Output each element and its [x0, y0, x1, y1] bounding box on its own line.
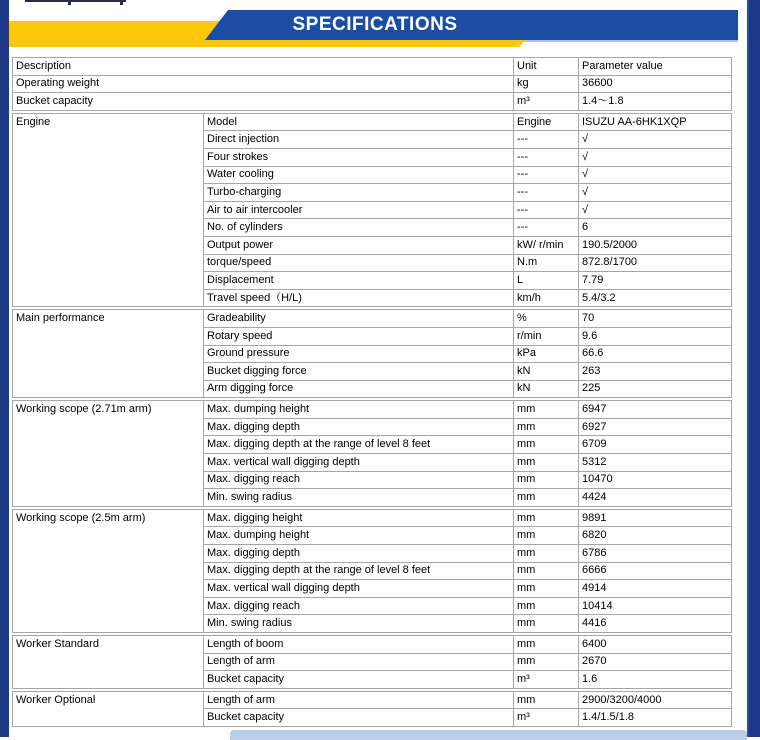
description-cell: Max. digging depth: [204, 545, 514, 563]
value-cell: 6820: [579, 527, 732, 545]
description-cell: Ground pressure: [204, 345, 514, 363]
description-cell: Min. swing radius: [204, 489, 514, 507]
unit-cell: mm: [514, 509, 579, 527]
unit-cell: ---: [514, 201, 579, 219]
value-cell: 6400: [579, 636, 732, 654]
spec-table-section: [12, 57, 732, 111]
value-cell: 872.8/1700: [579, 254, 732, 272]
unit-cell: mm: [514, 545, 579, 563]
value-cell: 10414: [579, 597, 732, 615]
value-cell: 190.5/2000: [579, 236, 732, 254]
value-cell: 6: [579, 219, 732, 237]
value-cell: 2670: [579, 653, 732, 671]
group-cell: Engine: [13, 113, 204, 307]
value-cell: 70: [579, 310, 732, 328]
description-cell: Length of arm: [204, 691, 514, 709]
specifications-banner: [0, 0, 760, 50]
unit-cell: r/min: [514, 327, 579, 345]
column-header-value: Parameter value: [579, 58, 732, 76]
value-cell: 4424: [579, 489, 732, 507]
description-cell: Direct injection: [204, 131, 514, 149]
page-right-border-highlight: [747, 0, 749, 737]
table-row: [13, 509, 732, 527]
unit-cell: mm: [514, 471, 579, 489]
value-cell: 5.4/3.2: [579, 289, 732, 307]
unit-cell: mm: [514, 489, 579, 507]
unit-cell: ---: [514, 148, 579, 166]
description-cell: Max. digging depth: [204, 418, 514, 436]
table-row: [13, 93, 732, 111]
column-header-unit: Unit: [514, 58, 579, 76]
value-cell: 10470: [579, 471, 732, 489]
unit-cell: mm: [514, 401, 579, 419]
unit-cell: kN: [514, 380, 579, 398]
description-cell: Output power: [204, 236, 514, 254]
description-cell: Max. digging depth at the range of level 8 feet: [204, 436, 514, 454]
value-cell: 6947: [579, 401, 732, 419]
description-cell: Bucket capacity: [204, 671, 514, 689]
unit-cell: mm: [514, 636, 579, 654]
unit-cell: m³: [514, 709, 579, 727]
unit-cell: kW/ r/min: [514, 236, 579, 254]
value-cell: 6786: [579, 545, 732, 563]
column-header-description: Description: [13, 58, 514, 76]
value-cell: 4416: [579, 615, 732, 633]
value-cell: ISUZU AA-6HK1XQP: [579, 113, 732, 131]
description-cell: Max. vertical wall digging depth: [204, 454, 514, 472]
group-cell: Worker Standard: [13, 636, 204, 689]
description-cell: Length of arm: [204, 653, 514, 671]
value-cell: 6709: [579, 436, 732, 454]
table-row: [13, 75, 732, 93]
unit-cell: km/h: [514, 289, 579, 307]
page-right-border: [747, 0, 760, 737]
table-row: [13, 401, 732, 419]
table-row: [13, 636, 732, 654]
unit-cell: mm: [514, 418, 579, 436]
description-cell: Min. swing radius: [204, 615, 514, 633]
unit-cell: mm: [514, 691, 579, 709]
page-left-border: [0, 0, 9, 737]
unit-cell: mm: [514, 527, 579, 545]
value-cell: 225: [579, 380, 732, 398]
page-title: SPECIFICATIONS: [292, 14, 458, 35]
value-cell: 9891: [579, 509, 732, 527]
spec-table-section: [12, 509, 732, 633]
description-cell: Air to air intercooler: [204, 201, 514, 219]
description-cell: Turbo-charging: [204, 184, 514, 202]
unit-cell: mm: [514, 454, 579, 472]
description-cell: Max. dumping height: [204, 527, 514, 545]
unit-cell: mm: [514, 653, 579, 671]
group-cell: Worker Optional: [13, 691, 204, 726]
group-cell: Working scope (2.71m arm): [13, 401, 204, 507]
unit-cell: Engine: [514, 113, 579, 131]
description-cell: Displacement: [204, 272, 514, 290]
value-cell: 6666: [579, 562, 732, 580]
description-cell: Travel speed（H/L): [204, 289, 514, 307]
value-cell: 9.6: [579, 327, 732, 345]
unit-cell: kN: [514, 363, 579, 381]
spec-table-section: [12, 635, 732, 689]
spec-table-section: [12, 691, 732, 727]
value-cell: 263: [579, 363, 732, 381]
value-cell: 36600: [579, 75, 732, 93]
description-cell: Rotary speed: [204, 327, 514, 345]
description-cell: Gradeability: [204, 310, 514, 328]
unit-cell: mm: [514, 562, 579, 580]
unit-cell: m³: [514, 93, 579, 111]
spec-table-section: [12, 309, 732, 398]
collapsed-section-bar: [230, 730, 747, 740]
description-cell: Arm digging force: [204, 380, 514, 398]
unit-cell: ---: [514, 131, 579, 149]
unit-cell: ---: [514, 166, 579, 184]
value-cell: √: [579, 166, 732, 184]
description-cell: Max. dumping height: [204, 401, 514, 419]
description-cell: Four strokes: [204, 148, 514, 166]
value-cell: √: [579, 131, 732, 149]
description-cell: Bucket digging force: [204, 363, 514, 381]
description-cell: torque/speed: [204, 254, 514, 272]
unit-cell: %: [514, 310, 579, 328]
unit-cell: L: [514, 272, 579, 290]
group-cell: Main performance: [13, 310, 204, 398]
unit-cell: N.m: [514, 254, 579, 272]
unit-cell: mm: [514, 580, 579, 598]
value-cell: 6927: [579, 418, 732, 436]
description-cell: Operating weight: [13, 75, 514, 93]
unit-cell: kPa: [514, 345, 579, 363]
description-cell: Max. digging reach: [204, 471, 514, 489]
table-row: [13, 58, 732, 76]
value-cell: 4914: [579, 580, 732, 598]
value-cell: 1.4～1.8: [579, 93, 732, 111]
table-row: [13, 310, 732, 328]
value-cell: 2900/3200/4000: [579, 691, 732, 709]
unit-cell: mm: [514, 436, 579, 454]
description-cell: Model: [204, 113, 514, 131]
value-cell: √: [579, 184, 732, 202]
value-cell: 5312: [579, 454, 732, 472]
value-cell: 1.4/1.5/1.8: [579, 709, 732, 727]
value-cell: √: [579, 148, 732, 166]
value-cell: 66.6: [579, 345, 732, 363]
unit-cell: ---: [514, 184, 579, 202]
description-cell: Max. vertical wall digging depth: [204, 580, 514, 598]
description-cell: Max. digging depth at the range of level 8 feet: [204, 562, 514, 580]
table-row: [13, 113, 732, 131]
spec-table-section: [12, 400, 732, 507]
unit-cell: ---: [514, 219, 579, 237]
description-cell: Bucket capacity: [13, 93, 514, 111]
table-row: [13, 691, 732, 709]
description-cell: Max. digging height: [204, 509, 514, 527]
unit-cell: m³: [514, 671, 579, 689]
value-cell: 7.79: [579, 272, 732, 290]
spec-table: [12, 57, 731, 727]
description-cell: Bucket capacity: [204, 709, 514, 727]
value-cell: 1.6: [579, 671, 732, 689]
unit-cell: mm: [514, 615, 579, 633]
value-cell: √: [579, 201, 732, 219]
spec-table-section: [12, 113, 732, 308]
description-cell: Length of boom: [204, 636, 514, 654]
unit-cell: mm: [514, 597, 579, 615]
unit-cell: kg: [514, 75, 579, 93]
group-cell: Working scope (2.5m arm): [13, 509, 204, 632]
description-cell: Max. digging reach: [204, 597, 514, 615]
description-cell: No. of cylinders: [204, 219, 514, 237]
description-cell: Water cooling: [204, 166, 514, 184]
